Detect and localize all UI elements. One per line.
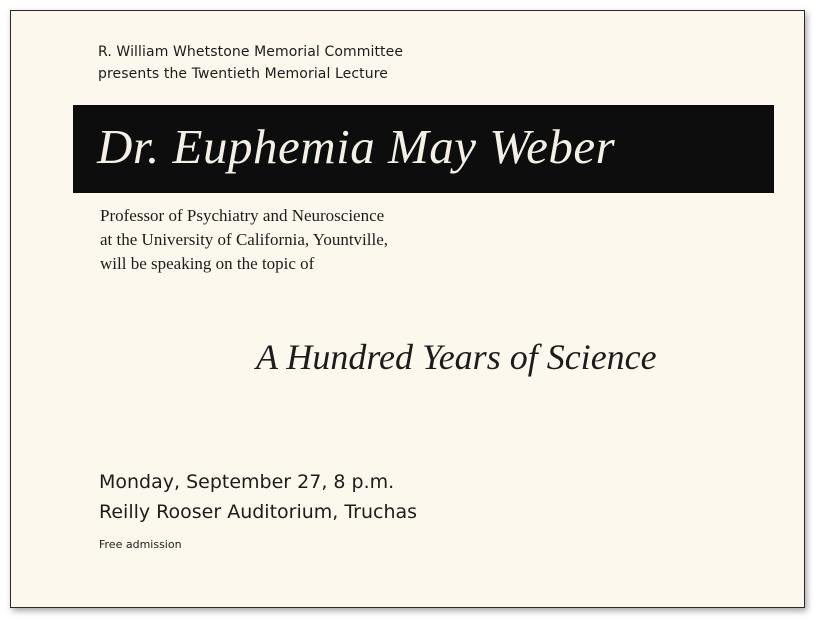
event-venue: Reilly Rooser Auditorium, Truchas [99, 501, 418, 523]
event-details [99, 467, 417, 527]
role-institution: at the University of California, Yountville, [100, 230, 389, 249]
lecture-topic: A Hundred Years of Science [256, 337, 657, 377]
intro-presents: presents the Twentieth Memorial Lecture [98, 66, 389, 82]
lecture-announcement-card [10, 10, 805, 608]
role-topic-intro: will be speaking on the topic of [100, 254, 315, 273]
intro-committee: R. William Whetstone Memorial Committee [98, 44, 404, 60]
intro-block [98, 41, 403, 85]
speaker-name-banner [73, 105, 774, 193]
event-date: Monday, September 27, 8 p.m. [99, 471, 395, 493]
speaker-role-block [100, 204, 388, 276]
role-title: Professor of Psychiatry and Neuroscience [100, 206, 385, 225]
admission-note: Free admission [99, 538, 182, 551]
speaker-name: Dr. Euphemia May Weber [97, 119, 616, 174]
